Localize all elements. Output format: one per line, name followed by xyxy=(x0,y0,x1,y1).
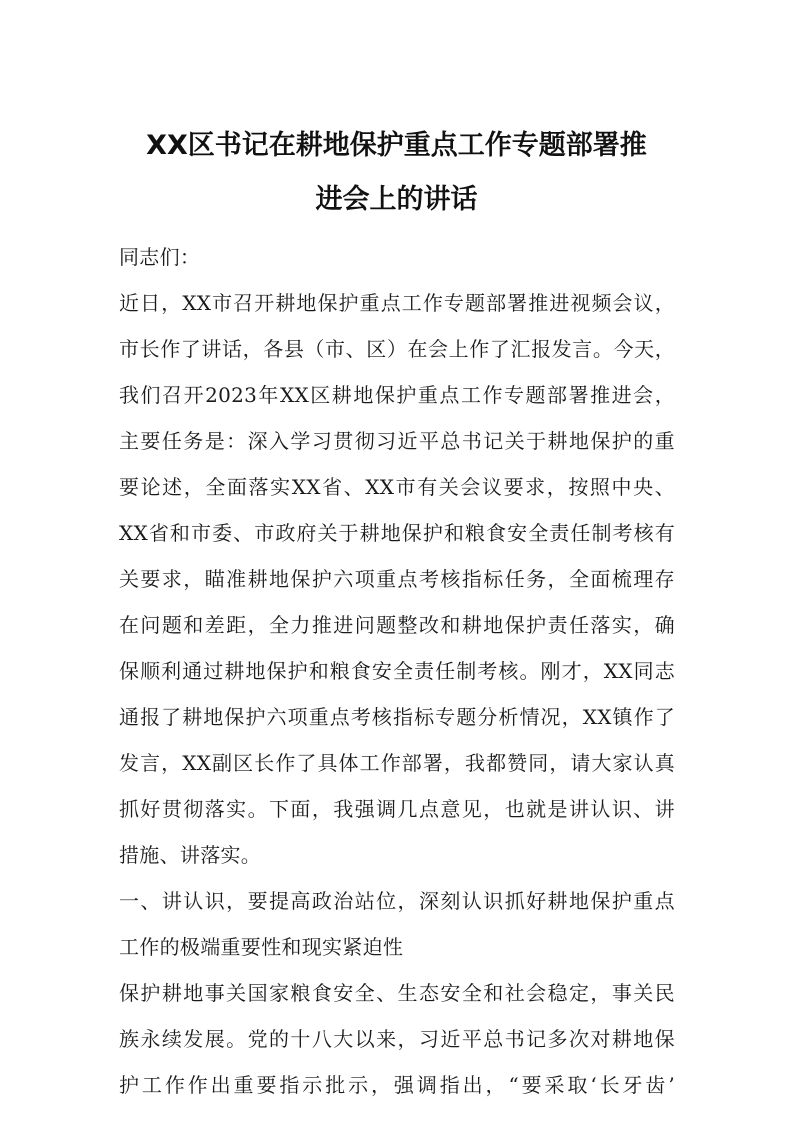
body-line: 在问题和差距，全力推进问题整改和耕地保护责任落实，确 xyxy=(119,613,675,637)
body-line: 族永续发展。党的十八大以来，习近平总书记多次对耕地保 xyxy=(119,1027,675,1051)
title-line-1: XX区书记在耕地保护重点工作专题部署推 xyxy=(146,130,647,161)
document-body xyxy=(119,234,675,1108)
document-title xyxy=(60,119,733,227)
body-line: 市长作了讲话，各县（市、区）在会上作了汇报发言。今天， xyxy=(119,337,675,361)
body-line: 主要任务是：深入学习贯彻习近平总书记关于耕地保护的重 xyxy=(119,429,675,453)
body-line: XX省和市委、市政府关于耕地保护和粮食安全责任制考核有 xyxy=(119,521,675,545)
body-line: 保顺利通过耕地保护和粮食安全责任制考核。刚才，XX同志 xyxy=(119,659,675,683)
body-line: 通报了耕地保护六项重点考核指标专题分析情况，XX镇作了 xyxy=(119,705,675,729)
body-line: 措施、讲落实。 xyxy=(119,843,262,867)
body-line: 同志们： xyxy=(119,245,201,269)
body-line: 抓好贯彻落实。下面，我强调几点意见，也就是讲认识、讲 xyxy=(119,797,675,821)
body-line: 一、讲认识，要提高政治站位，深刻认识抓好耕地保护重点 xyxy=(119,889,675,913)
body-line: 发言，XX副区长作了具体工作部署，我都赞同，请大家认真 xyxy=(119,751,675,775)
body-line: 关要求，瞄准耕地保护六项重点考核指标任务，全面梳理存 xyxy=(119,567,675,591)
body-line: 要论述，全面落实XX省、XX市有关会议要求，按照中央、 xyxy=(119,475,675,499)
body-line: 我们召开2023年XX区耕地保护重点工作专题部署推进会， xyxy=(119,383,675,407)
body-line: 护工作作出重要指示批示，强调指出，“要采取‘长牙齿’ xyxy=(119,1073,675,1097)
title-line-2: 进会上的讲话 xyxy=(315,184,478,215)
body-line: 近日，XX市召开耕地保护重点工作专题部署推进视频会议， xyxy=(119,291,675,315)
body-line: 保护耕地事关国家粮食安全、生态安全和社会稳定，事关民 xyxy=(119,981,675,1005)
body-line: 工作的极端重要性和现实紧迫性 xyxy=(119,935,404,959)
